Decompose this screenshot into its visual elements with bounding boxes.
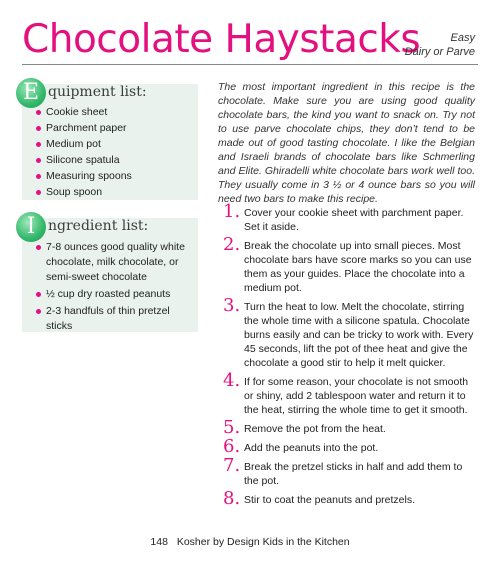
recipe-meta	[405, 31, 475, 59]
step-item	[218, 436, 476, 457]
step-text: Add the peanuts into the pot.	[244, 442, 379, 454]
steps-list	[218, 201, 476, 512]
step-text: Break the pretzel sticks in half and add them to the pot.	[244, 461, 463, 487]
step-text: Turn the heat to low. Melt the chocolate, stirring the whole time with a silicone spatula. Chocolate burns easily and can be tricky to work with. Every 45 seconds, lift the pot of thee heat and give the chocolate a good stir to help it melt quicker.	[244, 301, 474, 369]
step-text: Break the chocolate up into small pieces. Most chocolate bars have score marks so you can use them as your guides. Place the chocolate into a medium pot.	[244, 240, 472, 294]
title-divider	[22, 64, 478, 65]
ingredient-list	[36, 240, 194, 336]
ingredient-item: ½ cup dry roasted peanuts	[36, 287, 194, 302]
category-label: Dairy or Parve	[404, 46, 475, 58]
equipment-item: Measuring spoons	[36, 169, 194, 184]
equipment-item: Silicone spatula	[36, 153, 194, 168]
equipment-item: Soup spoon	[36, 185, 194, 200]
equipment-list	[36, 105, 194, 201]
step-number: 4.	[223, 370, 241, 391]
step-number: 6.	[223, 436, 241, 457]
recipe-title: Chocolate Haystacks	[22, 17, 421, 62]
book-title: Kosher by Design Kids in the Kitchen	[176, 536, 350, 548]
equipment-heading: quipment list:	[48, 84, 147, 100]
ingredient-item: 7-8 ounces good quality white chocolate, milk chocolate, or semi-sweet chocolate	[36, 240, 194, 285]
step-number: 2.	[223, 234, 241, 255]
difficulty-label: Easy	[450, 32, 475, 44]
step-item	[218, 488, 476, 509]
step-item	[218, 455, 476, 488]
step-item	[218, 417, 476, 438]
intro-paragraph: The most important ingredient in this recipe is the chocolate. Make sure you are using good quality chocolate bars, the kind you want to snack on. Try not to use parve chocolate chips, they don’t tend to be made out of good tasting chocolate. I like the Belgian and Israeli brands of chocolate bars like Schmerling and Elite. Ghiradelli white chocolate bars work well too. They usually come in 3 ½ or 4 ounce bars so you will need two bars to make this recipe.	[218, 81, 475, 205]
equipment-item: Parchment paper	[36, 121, 194, 136]
ingredient-heading: ngredient list:	[48, 218, 149, 234]
step-text: Stir to coat the peanuts and pretzels.	[244, 494, 416, 506]
equipment-panel	[22, 80, 198, 200]
step-item	[218, 295, 476, 370]
step-text: Remove the pot from the heat.	[244, 423, 386, 435]
step-number: 8.	[223, 488, 241, 509]
ingredient-initial-circle: I	[16, 212, 46, 242]
equipment-initial-circle: E	[16, 78, 46, 108]
equipment-item: Cookie sheet	[36, 105, 194, 120]
page-number: 148	[150, 536, 168, 548]
step-item	[218, 370, 476, 417]
step-number: 7.	[223, 455, 241, 476]
step-text: If for some reason, your chocolate is not smooth or shiny, add 2 tablespoon water and return it to the heat, stirring the whole time to get it smooth.	[244, 376, 469, 416]
step-number: 1.	[223, 201, 241, 222]
step-item	[218, 201, 476, 234]
step-item	[218, 234, 476, 295]
equipment-item: Medium pot	[36, 137, 194, 152]
step-number: 3.	[223, 295, 241, 316]
step-number: 5.	[223, 417, 241, 438]
ingredient-item: 2-3 handfuls of thin pretzel sticks	[36, 304, 194, 334]
page-footer	[0, 536, 500, 548]
ingredient-panel	[22, 214, 198, 332]
step-text: Cover your cookie sheet with parchment paper. Set it aside.	[244, 207, 464, 233]
